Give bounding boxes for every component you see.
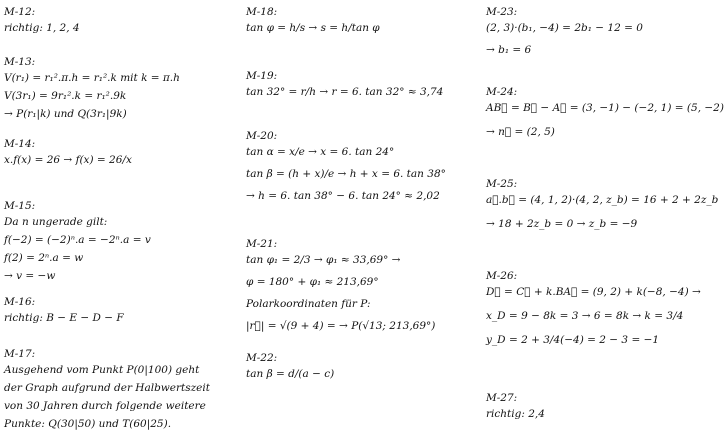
answer-line: Ausgehend vom Punkt P(0|100) geht [4, 364, 200, 376]
answer-line: φ = 180° + φ₁ ≈ 213,69° [246, 276, 379, 288]
answer-line: von 30 Jahren durch folgende weitere [4, 400, 206, 412]
answer-line: V(3r₁) = 9r₁².k = r₁².9k [4, 90, 127, 102]
answer-line: f(−2) = (−2)ⁿ.a = −2ⁿ.a = v [4, 234, 151, 246]
answer-label: M-12: [4, 6, 36, 18]
answer-label: M-25: [486, 178, 518, 190]
answer-line: richtig: B − E − D − F [4, 312, 124, 324]
answer-line: tan β = d/(a − c) [246, 368, 335, 380]
answer-label: M-21: [246, 238, 278, 250]
answer-line: x_D = 9 − 8k = 3 → 6 = 8k → k = 3/4 [486, 310, 684, 322]
answer-line: V(r₁) = r₁².π.h = r₁².k mit k = π.h [4, 72, 180, 84]
answer-label: M-20: [246, 130, 278, 142]
answer-label: M-14: [4, 138, 36, 150]
answer-line: → b₁ = 6 [486, 44, 532, 56]
answer-line: Punkte: Q(30|50) und T(60|25). [4, 418, 172, 430]
answer-line: tan α = x/e → x = 6. tan 24° [246, 146, 395, 158]
answer-line: Da n ungerade gilt: [4, 216, 108, 228]
answer-line: x.f(x) = 26 → f(x) = 26/x [4, 154, 132, 166]
answer-line: → v = −w [4, 270, 56, 282]
answer-line: richtig: 1, 2, 4 [4, 22, 80, 34]
answer-line: y_D = 2 + 3/4(−4) = 2 − 3 = −1 [486, 334, 660, 346]
answer-line: → P(r₁|k) und Q(3r₁|9k) [4, 108, 127, 120]
answer-label: M-24: [486, 86, 518, 98]
answer-line: tan β = (h + x)/e → h + x = 6. tan 38° [246, 168, 446, 180]
answer-label: M-26: [486, 270, 518, 282]
answer-line: AB⃗ = B⃗ − A⃗ = (3, −1) − (−2, 1) = (5, −2) [486, 102, 724, 114]
answer-line: Polarkoordinaten für P: [246, 298, 371, 310]
answer-label: M-23: [486, 6, 518, 18]
answer-label: M-13: [4, 56, 36, 68]
answer-label: M-16: [4, 296, 36, 308]
answer-line: tan φ₁ = 2/3 → φ₁ ≈ 33,69° → [246, 254, 401, 266]
answer-line: → 18 + 2z_b = 0 → z_b = −9 [486, 218, 638, 230]
answer-line: richtig: 2,4 [486, 408, 545, 420]
answer-line: → h = 6. tan 38° − 6. tan 24° ≈ 2,02 [246, 190, 440, 202]
answer-label: M-27: [486, 392, 518, 404]
answer-line: tan 32° = r/h → r = 6. tan 32° ≈ 3,74 [246, 86, 444, 98]
answer-line: f(2) = 2ⁿ.a = w [4, 252, 84, 264]
answer-line: D⃗ = C⃗ + k.BA⃗ = (9, 2) + k(−8, −4) → [486, 286, 701, 298]
answer-line: |r⃗| = √(9 + 4) = → P(√13; 213,69°) [246, 320, 436, 332]
answer-line: der Graph aufgrund der Halbwertszeit [4, 382, 210, 394]
answer-label: M-15: [4, 200, 36, 212]
answer-label: M-19: [246, 70, 278, 82]
answer-line: → n⃗ = (2, 5) [486, 126, 555, 138]
answer-label: M-17: [4, 348, 36, 360]
answer-label: M-22: [246, 352, 278, 364]
answer-line: (2, 3)·(b₁, −4) = 2b₁ − 12 = 0 [486, 22, 643, 34]
answer-line: a⃗.b⃗ = (4, 1, 2)·(4, 2, z_b) = 16 + 2 + 2z_b [486, 194, 719, 206]
answer-line: tan φ = h/s → s = h/tan φ [246, 22, 380, 34]
answer-label: M-18: [246, 6, 278, 18]
